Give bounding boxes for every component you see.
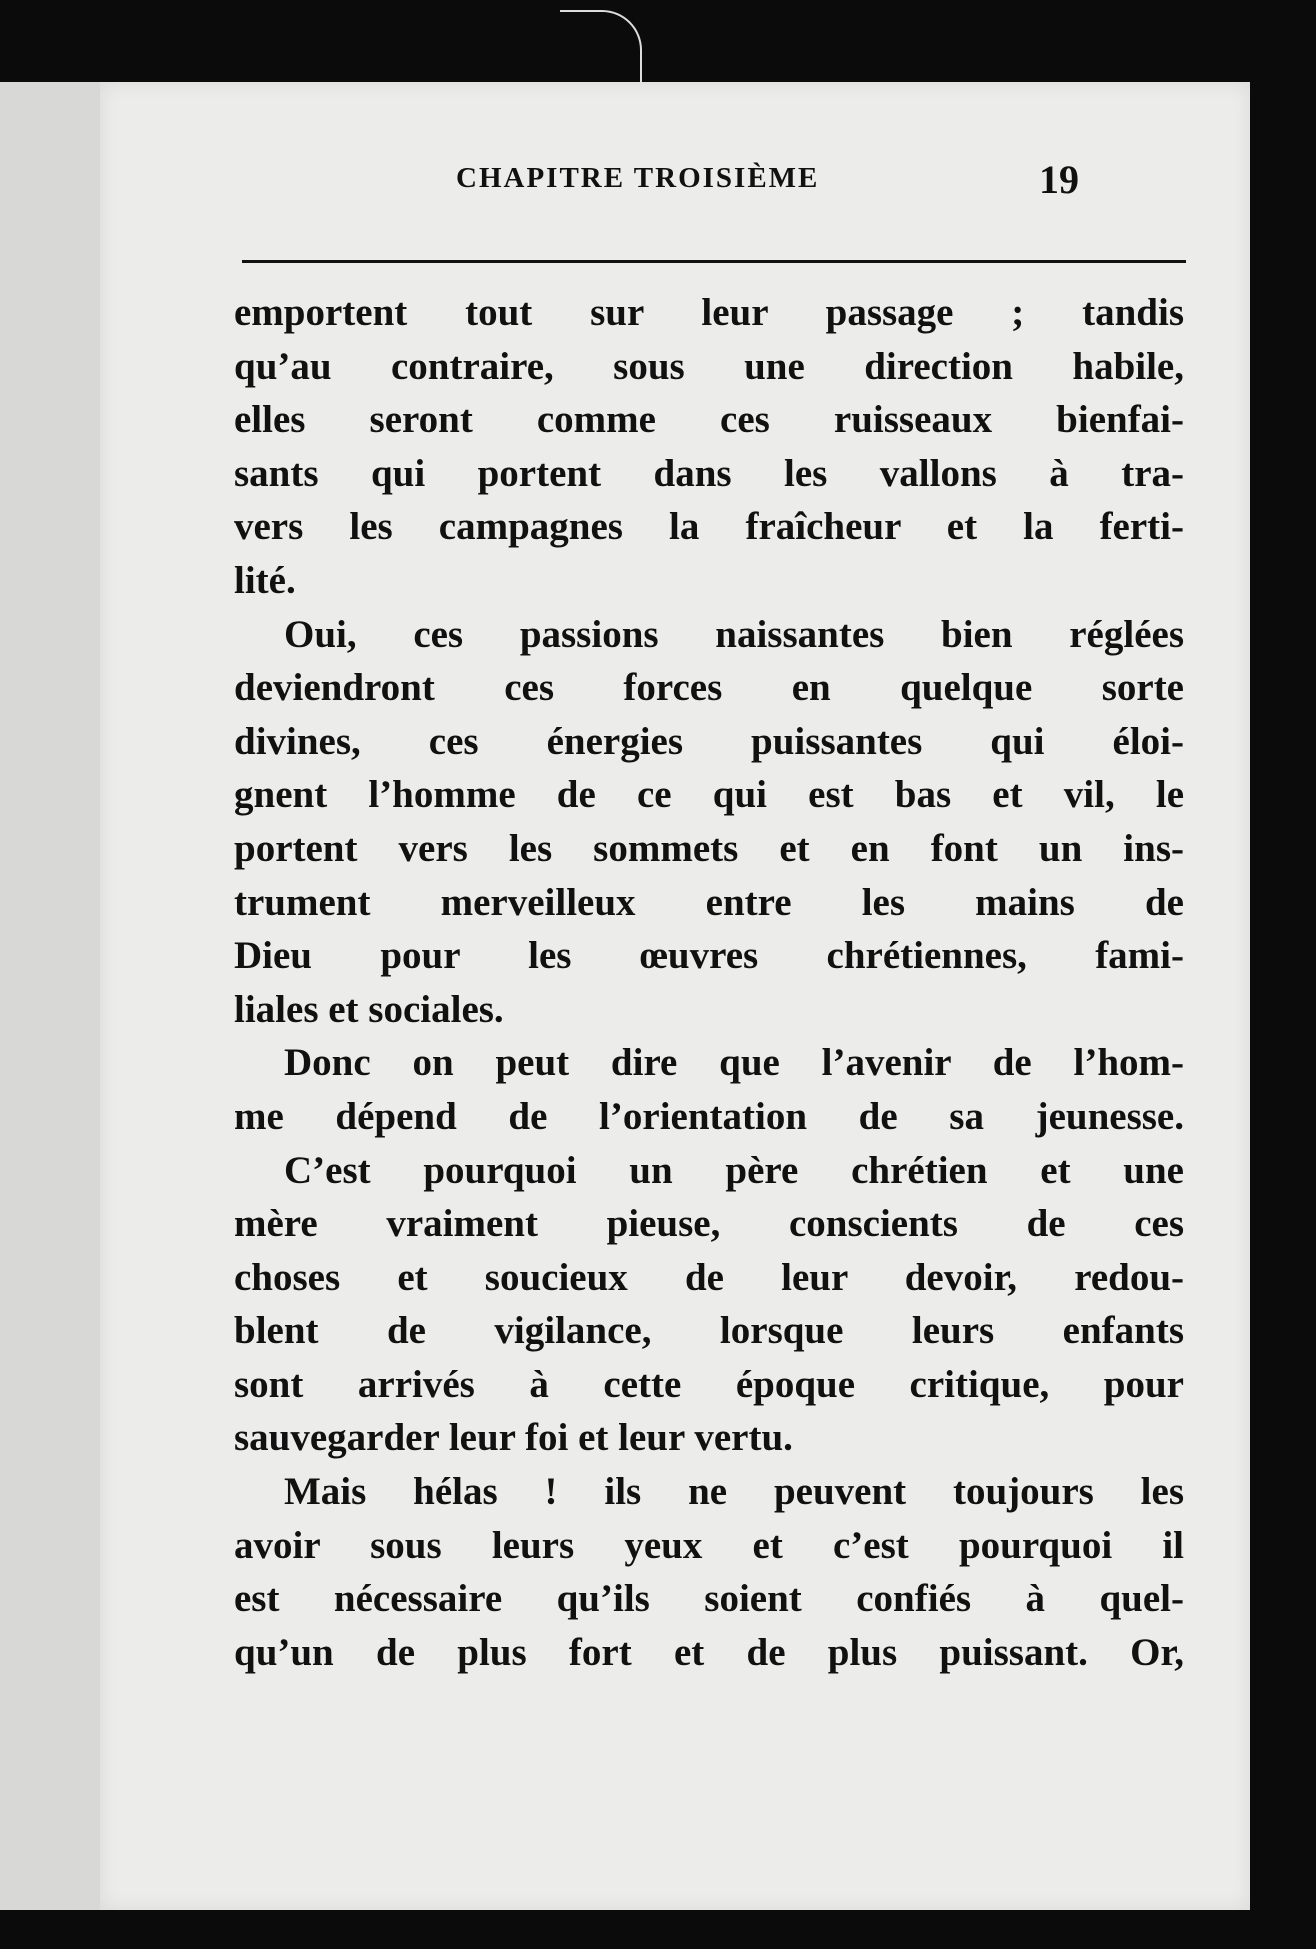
text-line: sont arrivés à cette époque critique, pour [234, 1362, 1184, 1406]
book-page [100, 82, 1250, 1910]
header-rule [242, 260, 1186, 263]
text-line: lité. [234, 558, 296, 602]
text-line: vers les campagnes la fraîcheur et la ferti- [234, 505, 1184, 549]
text-line: liales et sociales. [234, 987, 504, 1031]
text-line: mère vraiment pieuse, conscients de ces [234, 1202, 1184, 1246]
text-line: sauvegarder leur foi et leur vertu. [234, 1416, 793, 1460]
page-number: 19 [1039, 157, 1079, 202]
body-text [234, 286, 1184, 1679]
text-line: Dieu pour les œuvres chrétiennes, fami- [234, 934, 1184, 978]
text-line: gnent l’homme de ce qui est bas et vil, le [234, 773, 1184, 817]
text-line: qu’un de plus fort et de plus puissant. Or, [234, 1630, 1184, 1674]
text-line: est nécessaire qu’ils soient confiés à quel- [234, 1577, 1184, 1621]
text-line: deviendront ces forces en quelque sorte [234, 666, 1184, 710]
left-page-edge [0, 82, 103, 1910]
text-line: Oui, ces passions naissantes bien réglées [284, 612, 1184, 656]
text-line: blent de vigilance, lorsque leurs enfants [234, 1309, 1184, 1353]
text-line: emportent tout sur leur passage ; tandis [234, 291, 1184, 334]
text-line: qu’au contraire, sous une direction habile, [234, 344, 1184, 388]
text-line: divines, ces énergies puissantes qui éloi- [234, 719, 1184, 763]
text-line: sants qui portent dans les vallons à tra- [234, 451, 1184, 495]
text-line: portent vers les sommets et en font un ins- [234, 826, 1184, 870]
text-line: Donc on peut dire que l’avenir de l’hom- [284, 1041, 1184, 1085]
text-line: Mais hélas ! ils ne peuvent toujours les [284, 1470, 1184, 1514]
running-head-title: CHAPITRE TROISIÈME [456, 162, 820, 194]
text-line: trument merveilleux entre les mains de [234, 880, 1184, 924]
text-line: elles seront comme ces ruisseaux bienfai- [234, 398, 1184, 442]
scan-artifact [560, 10, 642, 84]
text-line: avoir sous leurs yeux et c’est pourquoi il [234, 1523, 1184, 1567]
text-line: choses et soucieux de leur devoir, redou- [234, 1255, 1184, 1299]
text-line: C’est pourquoi un père chrétien et une [284, 1148, 1184, 1192]
text-line: me dépend de l’orientation de sa jeunesse. [234, 1094, 1184, 1138]
